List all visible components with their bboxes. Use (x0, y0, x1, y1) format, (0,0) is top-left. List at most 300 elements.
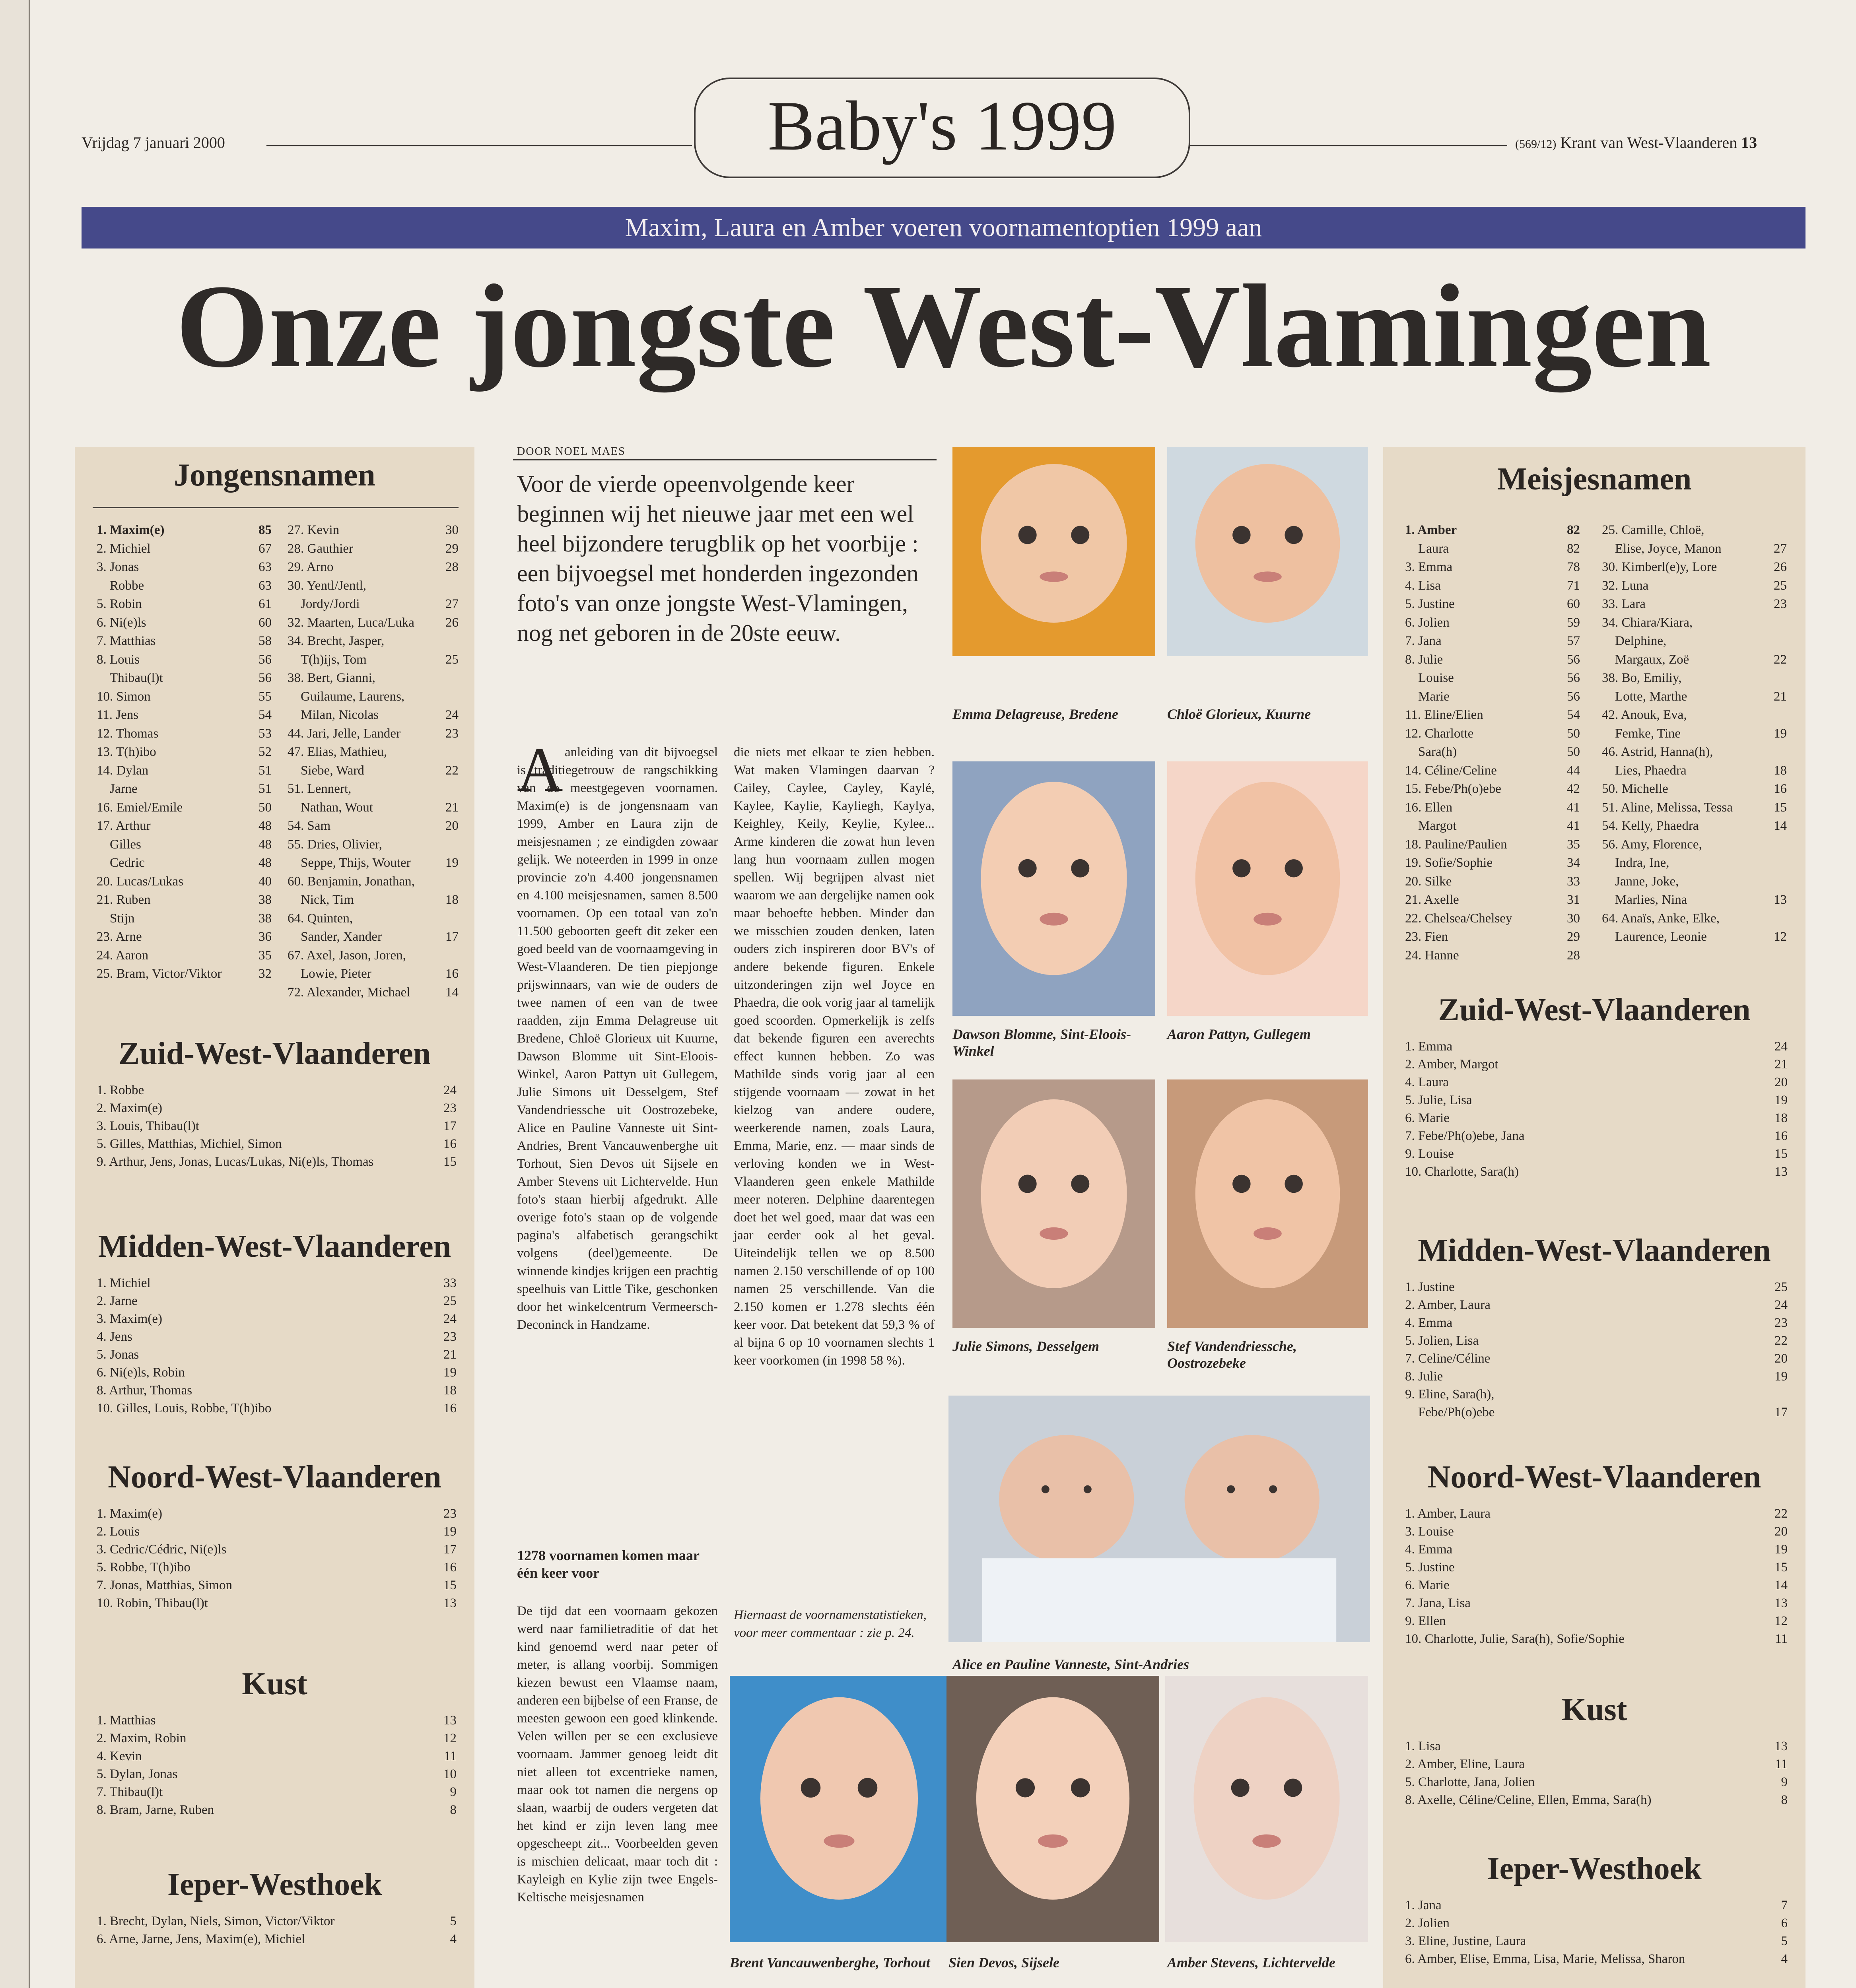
list-item (1405, 946, 1580, 965)
list-item-label: 7. Thibau(l)t (97, 1785, 163, 1799)
list-item (1405, 928, 1580, 946)
list-item (1405, 1074, 1788, 1091)
list-item (1405, 650, 1580, 669)
list-item-count: 33 (1567, 874, 1580, 889)
list-item-label: Cedric (97, 856, 145, 870)
region-title: Zuid-West-Vlaanderen (118, 1036, 431, 1071)
list-item (1602, 743, 1787, 761)
drop-cap: A (517, 734, 563, 805)
list-item-count: 33 (443, 1276, 457, 1290)
list-item (97, 1328, 457, 1346)
list-item (288, 798, 459, 817)
girls-panel (1383, 447, 1805, 1988)
list-item (1405, 632, 1580, 650)
list-item (1405, 835, 1580, 854)
list-item-count: 82 (1567, 523, 1580, 537)
list-item (97, 1523, 457, 1541)
region-title: Midden-West-Vlaanderen (1418, 1233, 1771, 1268)
list-item (1405, 1332, 1788, 1350)
list-item (97, 1576, 457, 1594)
list-item-label: 5. Jonas (97, 1347, 139, 1362)
photo-caption: Sien Devos, Sijsele (948, 1955, 1059, 1971)
list-item-count: 63 (258, 560, 272, 574)
list-item-label: 4. Jens (97, 1330, 132, 1344)
list-item-label: Milan, Nicolas (288, 708, 379, 722)
list-item-count: 28 (1567, 948, 1580, 963)
list-item-count: 5 (450, 1914, 457, 1928)
list-item (97, 1153, 457, 1171)
list-item-label: 38. Bert, Gianni, (288, 671, 375, 685)
list-item-label: Gilles (97, 837, 141, 852)
list-item-label: 5. Gilles, Matthias, Michiel, Simon (97, 1137, 282, 1151)
list-item (1405, 1576, 1788, 1594)
list-item-count: 42 (1567, 782, 1580, 796)
list-item-count: 35 (258, 948, 272, 963)
list-item-label: 23. Arne (97, 930, 142, 944)
list-item-label: Jarne (97, 782, 138, 796)
list-item-count: 35 (1567, 837, 1580, 852)
list-item (288, 891, 459, 909)
photo-caption: Brent Vancauwenberghe, Torhout (730, 1955, 930, 1971)
girls-column-1 (1383, 521, 1598, 998)
list-item (97, 835, 272, 854)
list-item (288, 854, 459, 872)
list-item (288, 835, 459, 854)
list-item-label: Elise, Joyce, Manon (1602, 541, 1722, 556)
list-item-label: 64. Quinten, (288, 911, 353, 926)
list-item-count: 16 (1774, 782, 1787, 796)
list-item (97, 1730, 457, 1747)
list-item-label: 25. Camille, Chloë, (1602, 523, 1704, 537)
list-item-label: Nick, Tim (288, 893, 354, 907)
list-item-label: 13. T(h)ibo (97, 745, 156, 759)
list-item-count: 15 (1774, 800, 1787, 815)
header-rule-left (266, 145, 692, 146)
list-item-label: 5. Julie, Lisa (1405, 1093, 1472, 1107)
list-item-label: 3. Louis, Thibau(l)t (97, 1119, 199, 1133)
list-item-label: 1. Jana (1405, 1898, 1442, 1912)
article-col1: anleiding van dit bijvoegsel is traditiegetrouw de rangschikking van de meestgegeven voornamen. Maxim(e) is de jongensnaam van 1999, Amber en Laura zijn de meisjesnamen ; ze eindigden zowaar gelijk. We noteerden in 1999 in onze provincie zo'n 4.400 jongensnamen en 4.100 meisjesnamen, samen 8.500 voornamen. Op een totaal van zo'n 11.500 geboorten geeft dit zeker een goed beeld van de voornaamgeving in West-Vlaanderen. De tien piepjonge prijswinnaars, van wie de ouders de twee namen of een van de twee raadden, zijn Emma Delagreuse uit Bredene, Chloë Glorieux uit Kuurne, Dawson Blomme uit Sint-Eloois-Winkel, Aaron Pattyn uit Gullegem, Julie Simons uit Desselgem, Stef Vandendriessche uit Oostrozebeke, Alice en Pauline Vanneste uit Sint-Andries, Brent Vancauwenberghe uit Torhout, Sien Devos uit Sijsele en Amber Stevens uit Lichtervelde. Hun foto's staan hierbij afgedrukt. Alle overige foto's staan op de volgende pagina's alfabetisch gerangschikt volgens (deel)gemeente. De winnende kindjes krijgen een prachtig speelhuis van Little Tike, geschonken door het winkelcentrum Vermeersch-Deconinck in Handzame. (517, 745, 718, 1332)
list-item (97, 613, 272, 632)
page-gutter (0, 0, 30, 1988)
list-item (97, 1765, 457, 1783)
list-item-count: 25 (445, 652, 459, 667)
list-item-count: 12 (1774, 1614, 1788, 1628)
list-item-count: 18 (443, 1383, 457, 1398)
list-item-label: Guilaume, Laurens, (288, 689, 405, 704)
list-item (97, 577, 272, 595)
list-item-label: 32. Luna (1602, 578, 1649, 593)
list-item-label: 1. Maxim(e) (97, 1507, 162, 1521)
list-item-count: 13 (1774, 1165, 1788, 1179)
list-item-count: 20 (1774, 1524, 1788, 1539)
list-item-count: 60 (1567, 597, 1580, 611)
list-item-label: 30. Yentl/Jentl, (288, 578, 367, 593)
list-item-count: 14 (1774, 819, 1787, 833)
list-item-count: 27 (1774, 541, 1787, 556)
page-number: 13 (1741, 134, 1757, 151)
list-item-label: 7. Febe/Ph(o)ebe, Jana (1405, 1129, 1525, 1143)
list-item (1405, 1404, 1788, 1421)
list-item-count: 82 (1567, 541, 1580, 556)
list-item-label: 1. Emma (1405, 1039, 1453, 1054)
list-item-count: 13 (1774, 893, 1787, 907)
list-item-count: 24 (443, 1083, 457, 1097)
list-item-count: 19 (1774, 1093, 1788, 1107)
byline-rule (513, 459, 937, 460)
list-item-label: 4. Emma (1405, 1316, 1453, 1330)
baby-photo (946, 1676, 1159, 1942)
list-item-count: 14 (1774, 1578, 1788, 1592)
byline: DOOR NOEL MAES (517, 445, 626, 458)
list-item-label: 6. Amber, Elise, Emma, Lisa, Marie, Melissa, Sharon (1405, 1952, 1685, 1966)
list-item-count: 48 (258, 837, 272, 852)
list-item (97, 1801, 457, 1819)
list-item-label: 4. Kevin (97, 1749, 142, 1763)
list-item (97, 1135, 457, 1153)
list-item-count: 4 (1781, 1952, 1788, 1966)
list-item-count: 15 (443, 1578, 457, 1592)
list-item (1602, 577, 1787, 595)
article-subhead: 1278 voornamen komen maar één keer voor (517, 1547, 700, 1581)
list-item (1405, 1505, 1788, 1523)
list-item (1405, 1755, 1788, 1773)
list-item-label: 6. Marie (1405, 1111, 1450, 1125)
article-col2: die niets met elkaar te zien hebben. Wat maken Vlamingen daarvan ? Cailey, Caylee, Cayley, Kaylé, Kaylee, Kaylie, Kayliegh, Kaylya, Keighley, Keily, Keylie, Kylee... Arme kinderen die zowat hun leven lang hun voornaam zullen mogen spellen. Wij begrijpen alvast niet waarom we aan dergelijke namen ook maar behoefte hebben. Minder dan we misschien zouden denken, laten ouders zich inspireren door BV's of andere bekende figuren. Enkele uitzonderingen zijn wel Joyce en Phaedra, die ook vorig jaar al tamelijk goed scoorden. Opmerkelijk is zelfs dat bekende figuren een averechts effect kunnen hebben. Zo was Mathilde sinds vorig jaar al een stijgende voornaam — zowat in het kielzog van andere oudere, weerkerende namen, zoals Laura, Emma, Marie, enz. — maar sinds de verloving konden we in West-Vlaanderen geen enkele Mathilde meer noteren. Delphine daarentegen doet het wel goed, maar dat was een jaar eerder ook al het geval. Uiteindelijk tellen we op 8.500 namen 2.150 verschillende of op 100 namen 25 verschillende. Van die 2.150 komen er 1.278 slechts één keer voor. Dat betekent dat 59,3 % of al bijna 6 op 10 voornamen slechts 1 keer voorkomen (in 1998 58 %). (734, 745, 935, 1368)
list-item-count: 38 (258, 893, 272, 907)
list-item-count: 17 (443, 1542, 457, 1557)
list-item-label: 2. Jolien (1405, 1916, 1450, 1930)
list-item-label: Marie (1405, 689, 1450, 704)
list-item-count: 25 (1774, 1280, 1788, 1294)
photo-caption: Chloë Glorieux, Kuurne (1167, 706, 1311, 722)
list-item (1405, 780, 1580, 798)
list-item-count: 63 (258, 578, 272, 593)
list-item-label: Nathan, Wout (288, 800, 373, 815)
list-item-label: 3. Cedric/Cédric, Ni(e)ls (97, 1542, 227, 1557)
list-item-count: 60 (258, 615, 272, 630)
photo-caption: Aaron Pattyn, Gullegem (1167, 1026, 1311, 1042)
list-item (1405, 1163, 1788, 1181)
list-item-label: 9. Arthur, Jens, Jonas, Lucas/Lukas, Ni(e)ls, Thomas (97, 1155, 374, 1169)
list-item-label: 20. Lucas/Lukas (97, 874, 184, 889)
list-item-label: 46. Astrid, Hanna(h), (1602, 745, 1713, 759)
list-item (97, 632, 272, 650)
list-item (97, 1364, 457, 1382)
photo-caption: Amber Stevens, Lichtervelde (1167, 1955, 1335, 1971)
list-item (97, 650, 272, 669)
list-item-label: 6. Ni(e)ls (97, 615, 146, 630)
list-item-label: 54. Kelly, Phaedra (1602, 819, 1699, 833)
list-item-label: 60. Benjamin, Jonathan, (288, 874, 415, 889)
list-item (288, 909, 459, 928)
list-item-label: 8. Louis (97, 652, 140, 667)
headline: Onze jongste West-Vlamingen (176, 260, 1711, 392)
list-item-count: 24 (1774, 1298, 1788, 1312)
list-item-count: 11 (444, 1749, 457, 1763)
list-item (1602, 891, 1787, 909)
list-item-count: 12 (1774, 930, 1787, 944)
list-item-label: 21. Axelle (1405, 893, 1459, 907)
list-item-label: 34. Chiara/Kiara, (1602, 615, 1693, 630)
list-item (1405, 613, 1580, 632)
list-item (1602, 798, 1787, 817)
list-item-label: 14. Dylan (97, 763, 149, 778)
list-item-label: 20. Silke (1405, 874, 1452, 889)
list-item-count: 18 (1774, 763, 1787, 778)
list-item-label: 8. Julie (1405, 652, 1443, 667)
list-item-label: 5. Robbe, T(h)ibo (97, 1560, 190, 1574)
list-item-label: 51. Lennert, (288, 782, 352, 796)
baby-photo (952, 1079, 1155, 1328)
list-item-count: 50 (1567, 745, 1580, 759)
list-item-count: 9 (1781, 1775, 1788, 1789)
list-item (1602, 687, 1787, 706)
list-item (288, 780, 459, 798)
list-item-label: 18. Pauline/Paulien (1405, 837, 1507, 852)
list-item-label: 3. Maxim(e) (97, 1312, 162, 1326)
list-item-count: 23 (443, 1507, 457, 1521)
photo-caption: Alice en Pauline Vanneste, Sint-Andries (952, 1656, 1189, 1672)
list-item-count: 19 (443, 1365, 457, 1380)
list-item (1405, 1145, 1788, 1163)
photo-caption: Stef Vandendriessche, Oostrozebeke (1167, 1338, 1297, 1371)
list-item-label: 2. Amber, Laura (1405, 1298, 1491, 1312)
list-item-count: 25 (443, 1294, 457, 1308)
list-item (97, 1274, 457, 1292)
region-title: Zuid-West-Vlaanderen (1438, 992, 1751, 1027)
list-item-count: 59 (1567, 615, 1580, 630)
baby-photo (952, 447, 1155, 656)
list-item-label: 72. Alexander, Michael (288, 985, 410, 1000)
list-item-label: 1. Lisa (1405, 1739, 1441, 1753)
list-item (1405, 577, 1580, 595)
list-item-count: 15 (443, 1155, 457, 1169)
list-item-label: Margot (1405, 819, 1457, 833)
region-title: Kust (1561, 1692, 1627, 1727)
list-item-label: Febe/Ph(o)ebe (1405, 1405, 1495, 1419)
list-item-label: Delphine, (1602, 634, 1667, 648)
list-item (97, 540, 272, 558)
list-item-label: 6. Marie (1405, 1578, 1450, 1592)
list-item-label: Siebe, Ward (288, 763, 364, 778)
list-item (288, 558, 459, 577)
list-item-count: 17 (443, 1119, 457, 1133)
list-item (1405, 521, 1580, 540)
list-item (97, 687, 272, 706)
list-item (97, 1117, 457, 1135)
list-item-label: 12. Charlotte (1405, 726, 1474, 741)
boys-title: Jongensnamen (174, 458, 375, 493)
list-item-count: 12 (443, 1731, 457, 1745)
list-item-count: 67 (258, 541, 272, 556)
list-item-count: 23 (445, 726, 459, 741)
list-item-count: 4 (450, 1932, 457, 1946)
list-item-count: 41 (1567, 800, 1580, 815)
list-item-count: 56 (1567, 652, 1580, 667)
list-item-count: 55 (258, 689, 272, 704)
list-item-count: 22 (445, 763, 459, 778)
list-item-count: 21 (1774, 1057, 1788, 1072)
list-item (1405, 687, 1580, 706)
baby-photo (1167, 1079, 1368, 1328)
list-item (288, 724, 459, 743)
list-item (1405, 1594, 1788, 1612)
list-item (1602, 650, 1787, 669)
list-item-label: 6. Arne, Jarne, Jens, Maxim(e), Michiel (97, 1932, 305, 1946)
region-title: Ieper-Westhoek (167, 1867, 382, 1902)
list-item-label: 14. Céline/Celine (1405, 763, 1497, 778)
list-item (288, 928, 459, 946)
list-item (97, 891, 272, 909)
list-item (288, 632, 459, 650)
list-item-label: 5. Charlotte, Jana, Jolien (1405, 1775, 1535, 1789)
list-item-count: 57 (1567, 634, 1580, 648)
list-item-count: 34 (1567, 856, 1580, 870)
list-item (1602, 706, 1787, 724)
list-item (288, 706, 459, 724)
list-item-count: 61 (258, 597, 272, 611)
list-item-label: 9. Ellen (1405, 1614, 1446, 1628)
list-item-count: 52 (258, 745, 272, 759)
list-item (1602, 595, 1787, 613)
list-item-count: 10 (443, 1767, 457, 1781)
list-item-label: Sander, Xander (288, 930, 382, 944)
list-item-label: Femke, Tine (1602, 726, 1681, 741)
list-item-label: 2. Jarne (97, 1294, 138, 1308)
list-item-count: 56 (258, 652, 272, 667)
list-item-label: 47. Elias, Mathieu, (288, 745, 387, 759)
list-item-label: 67. Axel, Jason, Joren, (288, 948, 406, 963)
list-item-label: 5. Jolien, Lisa (1405, 1334, 1479, 1348)
list-item-label: 3. Louise (1405, 1524, 1454, 1539)
intro-text: Voor de vierde opeenvolgende keer beginnen wij het nieuwe jaar met een wel heel bijzondere terugblik op het voorbije : een bijvoegsel met honderden ingezonden foto's van onze jongste West-Vlamingen, nog net geboren in de 20ste eeuw. (517, 471, 919, 646)
list-item-label: 16. Ellen (1405, 800, 1453, 815)
list-item (1602, 854, 1787, 872)
list-item (97, 928, 272, 946)
baby-photo (952, 761, 1155, 1016)
paper-name: Krant van West-Vlaanderen (1560, 134, 1737, 151)
list-item (1405, 1541, 1788, 1559)
list-item (1602, 761, 1787, 780)
list-item-label: 3. Eline, Justine, Laura (1405, 1934, 1526, 1948)
list-item (288, 687, 459, 706)
list-item-label: 8. Axelle, Céline/Celine, Ellen, Emma, Sara(h) (1405, 1793, 1652, 1807)
list-item (288, 817, 459, 835)
list-item-label: 1. Robbe (97, 1083, 144, 1097)
list-item-count: 16 (443, 1137, 457, 1151)
list-item-label: 12. Thomas (97, 726, 159, 741)
list-item-label: 19. Sofie/Sophie (1405, 856, 1493, 870)
list-item-count: 7 (1781, 1898, 1788, 1912)
list-item (1602, 909, 1787, 928)
photo-caption: Emma Delagreuse, Bredene (952, 706, 1118, 722)
boys-rule (93, 507, 459, 508)
list-item (97, 1783, 457, 1801)
list-item-label: Margaux, Zoë (1602, 652, 1689, 667)
region-title: Noord-West-Vlaanderen (1427, 1460, 1761, 1495)
baby-photo (1165, 1676, 1368, 1942)
list-item (288, 540, 459, 558)
list-item-label: 33. Lara (1602, 597, 1646, 611)
list-item (1405, 706, 1580, 724)
list-item-count: 29 (1567, 930, 1580, 944)
list-item (97, 798, 272, 817)
list-item-label: 24. Hanne (1405, 948, 1459, 963)
list-item-label: Thibau(l)t (97, 671, 163, 685)
list-item-label: 5. Justine (1405, 1560, 1455, 1574)
list-item-count: 23 (1774, 597, 1787, 611)
list-item-label: 4. Emma (1405, 1542, 1453, 1557)
list-item-count: 24 (443, 1312, 457, 1326)
list-item-count: 53 (258, 726, 272, 741)
list-item (97, 1747, 457, 1765)
list-item-count: 20 (1774, 1351, 1788, 1366)
list-item-count: 51 (258, 782, 272, 796)
list-item (1405, 743, 1580, 761)
photo-caption: Dawson Blomme, Sint-Eloois-Winkel (952, 1026, 1131, 1059)
list-item (97, 706, 272, 724)
list-item-label: 64. Anaïs, Anke, Elke, (1602, 911, 1720, 926)
list-item (97, 872, 272, 891)
list-item (1405, 817, 1580, 835)
list-item-count: 38 (258, 911, 272, 926)
list-item (288, 669, 459, 687)
list-item-count: 11 (1775, 1632, 1788, 1646)
list-item-label: 51. Aline, Melissa, Tessa (1602, 800, 1733, 815)
list-item (1602, 817, 1787, 835)
list-item-count: 17 (1774, 1405, 1788, 1419)
list-item (97, 1292, 457, 1310)
list-item-count: 36 (258, 930, 272, 944)
list-item (97, 669, 272, 687)
list-item-count: 8 (450, 1803, 457, 1817)
list-item-count: 21 (1774, 689, 1787, 704)
list-item-label: 11. Eline/Elien (1405, 708, 1483, 722)
list-item-count: 16 (445, 967, 459, 981)
list-item (1602, 780, 1787, 798)
list-item (1405, 1559, 1788, 1576)
list-item (1405, 1314, 1788, 1332)
list-item-count: 5 (1781, 1934, 1788, 1948)
list-item-count: 21 (443, 1347, 457, 1362)
list-item (97, 1099, 457, 1117)
list-item-count: 32 (258, 967, 272, 981)
baby-photo (948, 1396, 1370, 1642)
list-item (288, 965, 459, 983)
list-item-label: 3. Emma (1405, 560, 1453, 574)
list-item-label: 9. Louise (1405, 1147, 1454, 1161)
list-item (97, 1081, 457, 1099)
list-item (1405, 1109, 1788, 1127)
list-item-count: 9 (450, 1785, 457, 1799)
list-item-label: 9. Eline, Sara(h), (1405, 1387, 1495, 1402)
list-item-label: Stijn (97, 911, 135, 926)
list-item (1602, 724, 1787, 743)
list-item-count: 56 (1567, 689, 1580, 704)
baby-photo (1167, 761, 1368, 1016)
issue-date: Vrijdag 7 januari 2000 (82, 134, 225, 151)
list-item-count: 71 (1567, 578, 1580, 593)
list-item-count: 27 (445, 597, 459, 611)
article-col1b: De tijd dat een voornaam gekozen werd naar familietraditie of dat het kind genoemd werd naar peter of meter, is allang voorbij. Sommigen kiezen bewust een Vlaamse naam, anderen een bijbelse of een Franse, de meesten gewoon een goed klinkende. Velen willen per se een exclusieve voornaam. Jammer genoeg leidt dit niet alleen tot excentrieke namen, maar ook tot namen die nergens op slaan, waarbij de ouders vergeten dat het kind er zijn leven lang mee opgescheept zit... Voorbeelden geven is mischien delicaat, maar toch dit : Kayleigh en Kylie zijn twee Engels-Keltische meisjesnamen (517, 1604, 718, 1905)
list-item-label: 8. Julie (1405, 1369, 1443, 1384)
list-item (97, 761, 272, 780)
list-item (1405, 1773, 1788, 1791)
list-item-count: 85 (258, 523, 272, 537)
list-item (1602, 613, 1787, 632)
list-item (1405, 854, 1580, 872)
